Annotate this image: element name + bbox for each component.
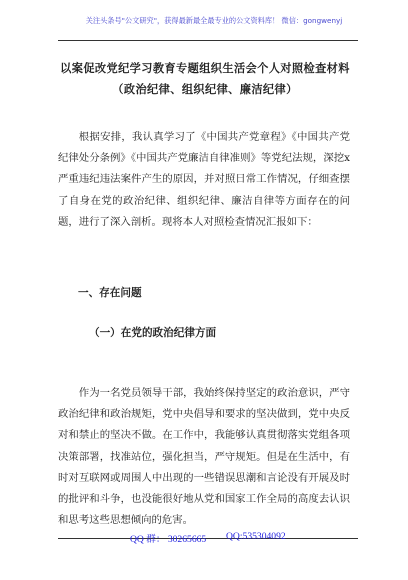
section-heading: 一、存在问题 <box>78 287 142 299</box>
header-banner: 关注头条号"公文研究"，获得最新最全最专业的公文资料库！ 微信：gongwenyj <box>85 16 343 25</box>
subsection-heading: （一）在党的政治纪律方面 <box>89 327 217 339</box>
header-divider <box>58 40 358 41</box>
intro-paragraph: 根据安排，我认真学习了《中国共产党章程》《中国共产党纪律处分条例》《中国共产党廉洁自律准则》等党纪法规，深挖x严重违纪违法案件产生的原因，并对照日常工作情况，仔细查摆了自身在党的政治纪律、组织纪律、廉洁自律等方面存在的问题，进行了深入剖析。现将本人对照检查情况汇报如下： <box>58 131 350 228</box>
document-subtitle: （政治纪律、组织纪律、廉洁纪律） <box>112 82 298 96</box>
document-title: 以案促改党纪学习教育专题组织生活会个人对照检查材料 <box>60 61 350 75</box>
footer-qq-group: QQ 群： 30265665 <box>130 534 207 545</box>
footer-qq-number: QQ:535304092 <box>226 531 286 542</box>
footer-divider <box>58 538 358 539</box>
body-paragraph: 作为一名党员领导干部，我始终保持坚定的政治意识，严守政治纪律和政治规矩，党中央倡导和要求的坚决做到，党中央反对和禁止的坚决不做。在工作中，我能够认真贯彻落实党组各项决策部署，找准站位，强化担当，严守规矩。但是在生活中，有时对互联网或周围人中出现的一些错误思潮和言论没有开展及时的批评和斗争，也没能很好地从党和国家工作全局的高度去认识和思考这些思想倾向的危害。 <box>58 387 350 527</box>
